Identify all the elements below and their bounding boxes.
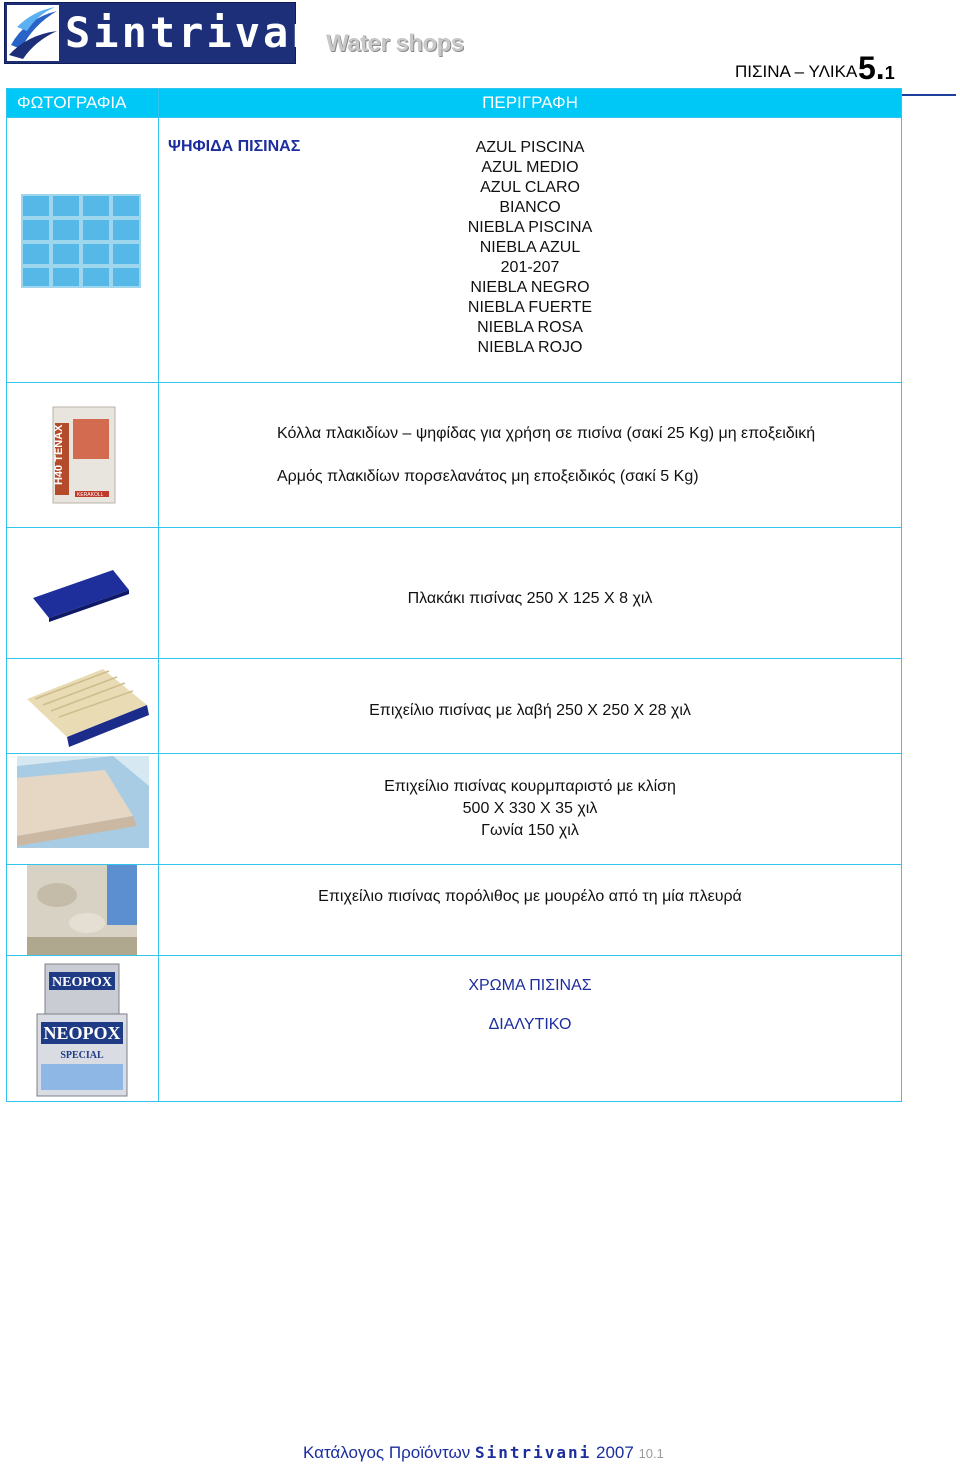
- edge-curved-line-2: 500 Χ 330 Χ 35 χιλ: [462, 800, 598, 817]
- edge-curved-line-3: Γωνία 150 χιλ: [481, 822, 579, 839]
- table-row: [7, 659, 902, 754]
- list-item: NIEBLA NEGRO: [470, 279, 590, 296]
- description-cell: [159, 118, 902, 383]
- list-item: NIEBLA AZUL: [479, 239, 581, 256]
- edge-handle-text: Επιχείλιο πισίνας με λαβή 250 Χ 250 Χ 28 χιλ: [369, 702, 691, 719]
- mosaic-tiles-image: [21, 194, 141, 288]
- logo-wordmark: Sintrivani: [65, 8, 348, 57]
- description-cell: [159, 865, 902, 956]
- section-number-main: 5.: [858, 50, 885, 86]
- photo-cell: [7, 659, 159, 754]
- pool-tile-image: [29, 564, 135, 622]
- footer: [303, 1443, 664, 1463]
- list-item: NIEBLA PISCINA: [467, 219, 593, 236]
- photo-cell: [7, 383, 159, 528]
- footer-year: 2007: [596, 1443, 634, 1462]
- brand-logo: [4, 2, 348, 64]
- section-rule: [898, 94, 956, 96]
- paint-line-2: ΔΙΑΛΥΤΙΚΟ: [488, 1016, 572, 1033]
- edge-stone-image: [27, 865, 137, 955]
- description-cell: [159, 383, 902, 528]
- can-label-bottom: NEOPOX: [43, 1023, 121, 1043]
- bag-label: H40 TENAX: [53, 424, 65, 485]
- list-item: 201-207: [500, 259, 560, 276]
- photo-cell: [7, 118, 159, 383]
- list-item: NIEBLA ROSA: [477, 319, 583, 336]
- footer-brand: Sintrivani: [474, 1443, 592, 1462]
- adhesive-line-1: Κόλλα πλακιδίων – ψηφίδας για χρήση σε πισίνα (σακί 25 Kg) μη εποξειδική: [277, 424, 816, 442]
- section-number-sub: 1: [884, 63, 895, 83]
- section-title: ΠΙΣΙΝΑ – ΥΛΙΚΑ: [735, 62, 858, 81]
- can-sub-label: SPECIAL: [60, 1050, 104, 1061]
- mosaic-color-list: [159, 118, 901, 382]
- logo-swirl-icon: [7, 5, 59, 61]
- table-header-row: [7, 89, 902, 118]
- paint-can-image: [27, 958, 137, 1100]
- photo-cell: [7, 956, 159, 1102]
- edge-curved-line-1: Επιχείλιο πισίνας κουρμπαριστό με κλίση: [384, 778, 676, 795]
- table-row: [7, 118, 902, 383]
- paint-line-1: ΧΡΩΜΑ ΠΙΣΙΝΑΣ: [468, 977, 592, 994]
- list-item: NIEBLA ROJO: [477, 339, 583, 356]
- edge-curved-image: [17, 756, 149, 848]
- table-row: [7, 754, 902, 865]
- table-row: [7, 865, 902, 956]
- mosaic-title: ΨΗΦΙΔΑ ΠΙΣΙΝΑΣ: [168, 138, 301, 155]
- list-item: AZUL MEDIO: [481, 159, 579, 176]
- column-header-photo: ΦΩΤΟΓΡΑΦΙΑ: [7, 89, 159, 118]
- description-cell: [159, 528, 902, 659]
- catalog-table: [6, 88, 902, 1102]
- photo-cell: [7, 754, 159, 865]
- description-cell: [159, 754, 902, 865]
- tagline: Water shops: [326, 30, 464, 57]
- bag-brand: KERAKOLL: [77, 492, 104, 498]
- section-number: [858, 50, 895, 87]
- column-header-description: ΠΕΡΙΓΡΑΦΗ: [159, 89, 902, 118]
- photo-cell: [7, 528, 159, 659]
- tile-text: Πλακάκι πισίνας 250 Χ 125 Χ 8 χιλ: [407, 590, 653, 607]
- edge-stone-text: Επιχείλιο πισίνας πορόλιθος με μουρέλο από τη μία πλευρά: [318, 888, 742, 905]
- adhesive-bag-image: [49, 405, 119, 505]
- list-item: AZUL PISCINA: [475, 139, 585, 156]
- photo-cell: [7, 865, 159, 956]
- list-item: AZUL CLARO: [480, 179, 580, 196]
- description-cell: [159, 659, 902, 754]
- footer-prefix: Κατάλογος Προϊόντων: [303, 1443, 471, 1462]
- list-item: NIEBLA FUERTE: [467, 299, 593, 316]
- table-row: [7, 383, 902, 528]
- table-row: [7, 528, 902, 659]
- footer-page-number: 10.1: [638, 1446, 664, 1461]
- list-item: BIANCO: [499, 199, 561, 216]
- can-label-top: NEOPOX: [52, 975, 112, 990]
- description-cell: [159, 956, 902, 1102]
- table-row: [7, 956, 902, 1102]
- edge-handle-image: [23, 665, 151, 749]
- adhesive-line-2: Αρμός πλακιδίων πορσελανάτος μη εποξειδικός (σακί 5 Kg): [277, 467, 699, 485]
